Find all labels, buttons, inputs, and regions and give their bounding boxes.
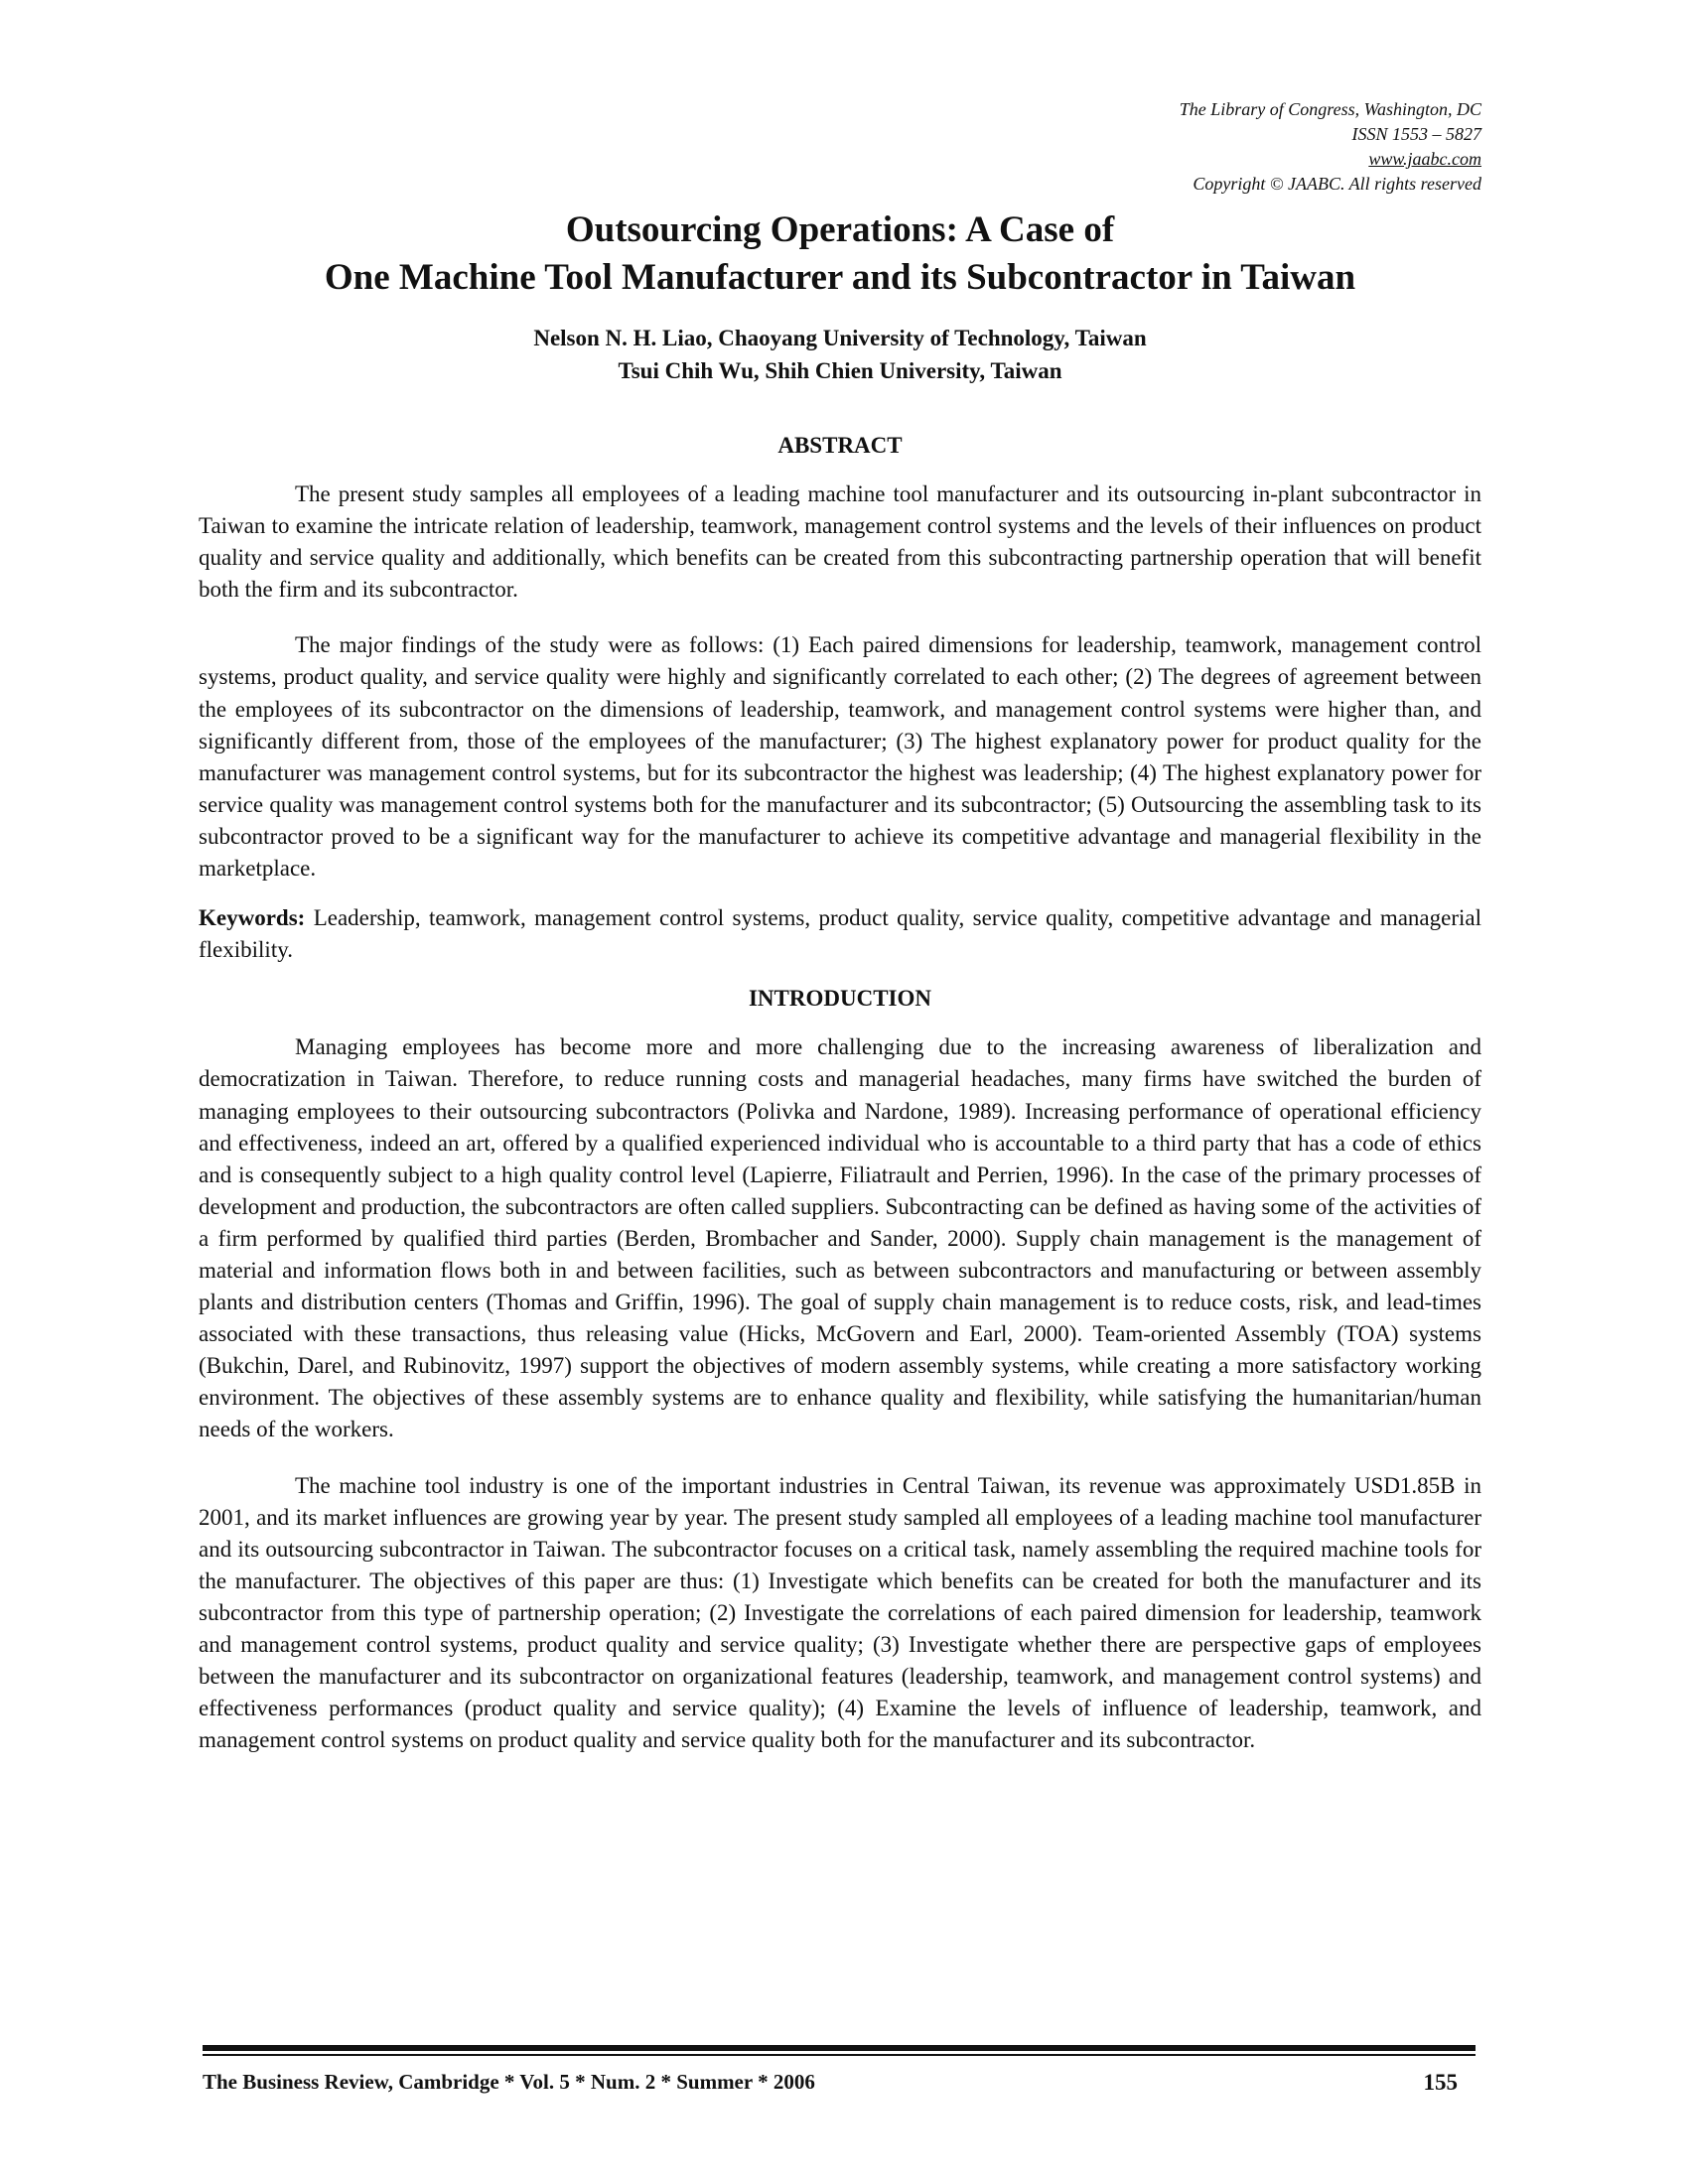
keywords-label: Keywords:	[199, 905, 306, 931]
footer-rule-thin	[203, 2054, 1476, 2056]
title-line-2: One Machine Tool Manufacturer and its Subcontractor in Taiwan	[324, 257, 1356, 298]
website-link[interactable]: www.jaabc.com	[1368, 149, 1481, 169]
issn-line: ISSN 1553 – 5827	[1351, 124, 1481, 144]
copyright-line: Copyright © JAABC. All rights reserved	[1193, 174, 1481, 194]
introduction-paragraph-2: The machine tool industry is one of the important industries in Central Taiwan, its revenue was approximately USD1.85B in 2001, and its market influences are growing year by year. The present study sampled all employees of a leading machine tool manufacturer and its outsourcing subcontractor in Taiwan. The subcontractor focuses on a critical task, namely assembling the required machine tools for the manufacturer. The objectives of this paper are thus: (1) Investigate which benefits can be created for both the manufacturer and its subcontractor from this type of partnership operation; (2) Investigate the correlations of each paired dimension for leadership, teamwork and management control systems, product quality and service quality; (3) Investigate whether there are perspective gaps of employees between the manufacturer and its subcontractor on organizational features (leadership, teamwork, and management control systems) and effectiveness performances (product quality and service quality); (4) Examine the levels of influence of leadership, teamwork, and management control systems on product quality and service quality both for the manufacturer and its subcontractor.	[199, 1472, 1481, 1753]
publication-info	[199, 97, 1481, 197]
paper-page	[199, 97, 1481, 1756]
keywords-paragraph	[199, 902, 1481, 966]
journal-citation: The Business Review, Cambridge * Vol. 5 * Num. 2 * Summer * 2006	[203, 2070, 815, 2094]
keywords-text: Leadership, teamwork, management control systems, product quality, service quality, competitive advantage and managerial flexibility.	[199, 905, 1481, 963]
author-list	[199, 322, 1481, 387]
author-2: Tsui Chih Wu, Shih Chien University, Taiwan	[618, 358, 1062, 383]
abstract-paragraph-2: The major findings of the study were as follows: (1) Each paired dimensions for leadership, teamwork, management control systems, product quality, and service quality were highly and significantly correlated to each other; (2) The degrees of agreement between the employees of its subcontractor on the dimensions of leadership, teamwork, and management control systems were higher than, and significantly different from, those of the employees of the manufacturer; (3) The highest explanatory power for product quality for the manufacturer was management control systems, but for its subcontractor the highest was leadership; (4) The highest explanatory power for service quality was management control systems both for the manufacturer and its subcontractor; (5) Outsourcing the assembling task to its subcontractor proved to be a significant way for the manufacturer to achieve its competitive advantage and managerial flexibility in the marketplace.	[199, 632, 1481, 882]
introduction-heading: INTRODUCTION	[748, 986, 932, 1012]
page-footer	[203, 2045, 1476, 2096]
footer-rule	[203, 2045, 1476, 2051]
introduction-paragraph-1: Managing employees has become more and more challenging due to the increasing awareness of liberalization and democratization in Taiwan. Therefore, to reduce running costs and managerial headaches, many firms have switched the burden of managing employees to their outsourcing subcontractors (Polivka and Nardone, 1989). Increasing performance of operational efficiency and effectiveness, indeed an art, offered by a qualified experienced individual who is accountable to a third party that has a code of ethics and is consequently subject to a high quality control level (Lapierre, Filiatrault and Perrien, 1996). In the case of the primary processes of development and production, the subcontractors are often called suppliers. Subcontracting can be defined as having some of the activities of a firm performed by qualified third parties (Berden, Brombacher and Sander, 2000). Supply chain management is the management of material and information flows both in and between facilities, such as between subcontractors and manufacturing or between assembly plants and distribution centers (Thomas and Griffin, 1996). The goal of supply chain management is to reduce costs, risk, and lead-times associated with these transactions, thus releasing value (Hicks, McGovern and Earl, 2000). Team-oriented Assembly (TOA) systems (Bukchin, Darel, and Rubinovitz, 1997) support the objectives of modern assembly systems, while creating a more satisfactory working environment. The objectives of these assembly systems are to enhance quality and flexibility, while satisfying the humanitarian/human needs of the workers.	[199, 1034, 1481, 1442]
publisher-line: The Library of Congress, Washington, DC	[1179, 99, 1481, 119]
abstract-heading: ABSTRACT	[777, 433, 903, 458]
paper-title	[199, 206, 1481, 302]
title-line-1: Outsourcing Operations: A Case of	[565, 209, 1115, 250]
author-1: Nelson N. H. Liao, Chaoyang University of Technology, Taiwan	[533, 326, 1147, 350]
abstract-paragraph-1: The present study samples all employees of a leading machine tool manufacturer and its outsourcing in-plant subcontractor in Taiwan to examine the intricate relation of leadership, teamwork, management control systems and the levels of their influences on product quality and service quality and additionally, which benefits can be created from this subcontracting partnership operation that will benefit both the firm and its subcontractor.	[199, 481, 1481, 603]
page-number: 155	[1423, 2070, 1458, 2095]
